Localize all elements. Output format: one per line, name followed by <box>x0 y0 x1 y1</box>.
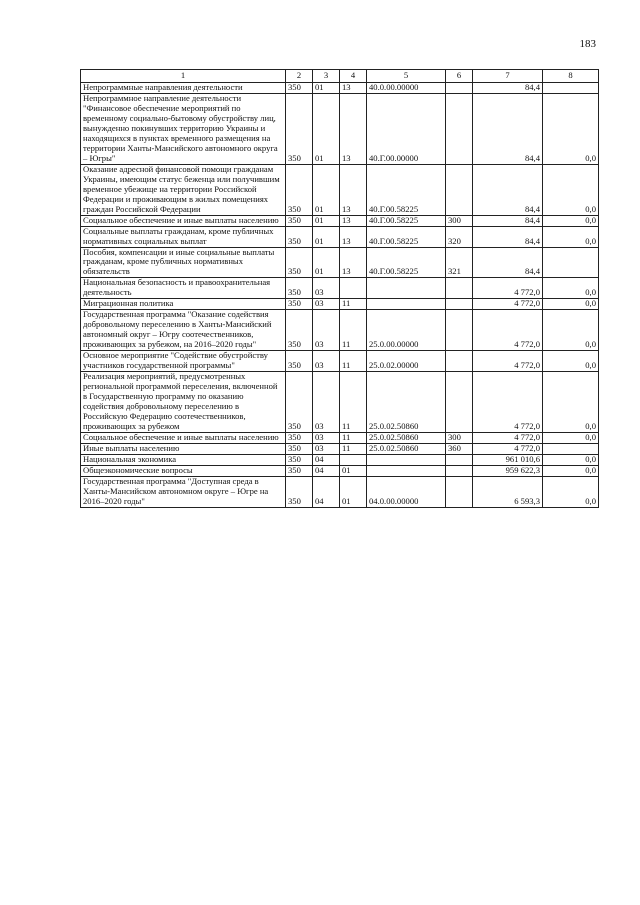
row-subsection: 11 <box>340 432 367 443</box>
row-amount: 84,4 <box>473 83 543 94</box>
row-expense-type <box>446 351 473 372</box>
table-row <box>81 454 599 465</box>
row-name: Миграционная политика <box>81 299 286 310</box>
row-subsection: 11 <box>340 372 367 433</box>
table-row <box>81 432 599 443</box>
row-section: 03 <box>313 310 340 351</box>
row-subsection: 13 <box>340 93 367 164</box>
row-section: 04 <box>313 476 340 507</box>
row-admin-code: 350 <box>286 465 313 476</box>
table-row <box>81 278 599 299</box>
row-amount-2: 0,0 <box>543 310 599 351</box>
row-amount: 4 772,0 <box>473 351 543 372</box>
row-target-article: 40.Г.00.58225 <box>367 247 446 278</box>
row-subsection: 11 <box>340 299 367 310</box>
row-section: 03 <box>313 351 340 372</box>
row-expense-type <box>446 299 473 310</box>
row-section: 03 <box>313 299 340 310</box>
table-row <box>81 226 599 247</box>
row-amount: 4 772,0 <box>473 443 543 454</box>
table-row <box>81 93 599 164</box>
row-section: 01 <box>313 215 340 226</box>
row-expense-type: 300 <box>446 215 473 226</box>
row-subsection: 13 <box>340 247 367 278</box>
row-target-article: 40.Г.00.58225 <box>367 226 446 247</box>
table-row <box>81 164 599 215</box>
row-expense-type: 320 <box>446 226 473 247</box>
row-admin-code: 350 <box>286 454 313 465</box>
row-expense-type: 321 <box>446 247 473 278</box>
row-amount: 4 772,0 <box>473 432 543 443</box>
column-header-2: 2 <box>286 70 313 83</box>
row-section: 04 <box>313 454 340 465</box>
row-expense-type <box>446 310 473 351</box>
table-row <box>81 247 599 278</box>
row-amount-2: 0,0 <box>543 299 599 310</box>
row-expense-type <box>446 278 473 299</box>
row-amount: 84,4 <box>473 164 543 215</box>
row-subsection: 13 <box>340 215 367 226</box>
row-target-article: 25.0.00.00000 <box>367 310 446 351</box>
row-section: 01 <box>313 93 340 164</box>
row-name: Иные выплаты населению <box>81 443 286 454</box>
row-amount-2 <box>543 443 599 454</box>
column-header-8: 8 <box>543 70 599 83</box>
column-header-5: 5 <box>367 70 446 83</box>
row-amount: 84,4 <box>473 93 543 164</box>
row-name: Государственная программа "Доступная среда в Ханты-Мансийском автономном округе – Югре на 2016–2020 годы" <box>81 476 286 507</box>
row-target-article: 40.Г.00.58225 <box>367 215 446 226</box>
row-admin-code: 350 <box>286 83 313 94</box>
row-section: 03 <box>313 443 340 454</box>
row-admin-code: 350 <box>286 476 313 507</box>
row-amount-2 <box>543 83 599 94</box>
row-admin-code: 350 <box>286 164 313 215</box>
row-admin-code: 350 <box>286 351 313 372</box>
row-name: Национальная экономика <box>81 454 286 465</box>
row-amount-2: 0,0 <box>543 278 599 299</box>
table-row <box>81 83 599 94</box>
column-header-7: 7 <box>473 70 543 83</box>
row-expense-type <box>446 454 473 465</box>
row-target-article <box>367 278 446 299</box>
row-amount: 84,4 <box>473 226 543 247</box>
row-expense-type: 360 <box>446 443 473 454</box>
table-body <box>81 83 599 508</box>
row-subsection: 11 <box>340 443 367 454</box>
row-name: Реализация мероприятий, предусмотренных региональной программой переселения, включенной в Государственную программу по оказанию содействия добровольному переселению в Российскую Федерацию соотечественников, проживающих за рубежом <box>81 372 286 433</box>
row-name: Государственная программа "Оказание содействия добровольному переселению в Ханты-Мансийский автономный округ – Югру соотечественников, проживающих за рубежом, на 2016–2020 годы" <box>81 310 286 351</box>
row-name: Непрограммное направление деятельности "Финансовое обеспечение мероприятий по временному социально-бытовому обустройству лиц, вынужденно покинувших территорию Украины и находящихся в пунктах временного размещения на территории Ханты-Мансийского автономного округа – Югры" <box>81 93 286 164</box>
row-target-article <box>367 465 446 476</box>
row-subsection <box>340 278 367 299</box>
table-header-row <box>81 70 599 83</box>
row-name: Основное мероприятие "Содействие обустройству участников государственной программы" <box>81 351 286 372</box>
row-name: Социальное обеспечение и иные выплаты населению <box>81 215 286 226</box>
row-amount-2: 0,0 <box>543 372 599 433</box>
row-section: 03 <box>313 278 340 299</box>
column-header-6: 6 <box>446 70 473 83</box>
row-name: Социальные выплаты гражданам, кроме публичных нормативных социальных выплат <box>81 226 286 247</box>
row-amount-2: 0,0 <box>543 465 599 476</box>
column-header-1: 1 <box>81 70 286 83</box>
row-admin-code: 350 <box>286 278 313 299</box>
row-target-article: 25.0.02.00000 <box>367 351 446 372</box>
row-name: Общеэкономические вопросы <box>81 465 286 476</box>
row-expense-type <box>446 465 473 476</box>
page-number: 183 <box>579 38 596 50</box>
table-row <box>81 215 599 226</box>
column-header-4: 4 <box>340 70 367 83</box>
row-amount-2 <box>543 247 599 278</box>
row-amount-2: 0,0 <box>543 351 599 372</box>
column-header-3: 3 <box>313 70 340 83</box>
row-target-article <box>367 454 446 465</box>
row-amount: 4 772,0 <box>473 278 543 299</box>
row-amount: 4 772,0 <box>473 310 543 351</box>
row-amount-2: 0,0 <box>543 454 599 465</box>
row-subsection: 13 <box>340 83 367 94</box>
row-amount: 961 010,6 <box>473 454 543 465</box>
row-admin-code: 350 <box>286 310 313 351</box>
row-section: 03 <box>313 432 340 443</box>
row-expense-type <box>446 372 473 433</box>
row-amount-2: 0,0 <box>543 215 599 226</box>
row-name: Социальное обеспечение и иные выплаты населению <box>81 432 286 443</box>
row-section: 04 <box>313 465 340 476</box>
row-expense-type <box>446 83 473 94</box>
row-subsection: 01 <box>340 476 367 507</box>
table-row <box>81 465 599 476</box>
row-amount: 4 772,0 <box>473 299 543 310</box>
table-row <box>81 351 599 372</box>
table-row <box>81 310 599 351</box>
row-target-article: 40.Г.00.58225 <box>367 164 446 215</box>
row-amount: 84,4 <box>473 247 543 278</box>
row-amount-2: 0,0 <box>543 476 599 507</box>
table-row <box>81 299 599 310</box>
row-admin-code: 350 <box>286 432 313 443</box>
row-expense-type <box>446 93 473 164</box>
row-name: Непрограммные направления деятельности <box>81 83 286 94</box>
row-section: 01 <box>313 226 340 247</box>
row-subsection: 13 <box>340 226 367 247</box>
row-admin-code: 350 <box>286 372 313 433</box>
row-target-article: 25.0.02.50860 <box>367 443 446 454</box>
row-name: Пособия, компенсации и иные социальные выплаты гражданам, кроме публичных нормативных обязательств <box>81 247 286 278</box>
table-row <box>81 476 599 507</box>
row-name: Национальная безопасность и правоохранительная деятельность <box>81 278 286 299</box>
row-subsection: 01 <box>340 465 367 476</box>
row-section: 01 <box>313 164 340 215</box>
row-target-article: 25.0.02.50860 <box>367 432 446 443</box>
row-amount-2: 0,0 <box>543 93 599 164</box>
row-expense-type <box>446 164 473 215</box>
row-name: Оказание адресной финансовой помощи гражданам Украины, имеющим статус беженца или получившим временное убежище на территории Российской Федерации и проживающим в жилых помещениях граждан Российской Федерации <box>81 164 286 215</box>
row-admin-code: 350 <box>286 215 313 226</box>
row-target-article <box>367 299 446 310</box>
row-subsection <box>340 454 367 465</box>
table-row <box>81 372 599 433</box>
row-admin-code: 350 <box>286 226 313 247</box>
row-amount-2: 0,0 <box>543 164 599 215</box>
row-subsection: 13 <box>340 164 367 215</box>
row-target-article: 40.0.00.00000 <box>367 83 446 94</box>
budget-table <box>80 69 599 508</box>
table-row <box>81 443 599 454</box>
row-amount: 4 772,0 <box>473 372 543 433</box>
row-section: 03 <box>313 372 340 433</box>
row-amount: 959 622,3 <box>473 465 543 476</box>
row-amount-2: 0,0 <box>543 226 599 247</box>
row-amount-2: 0,0 <box>543 432 599 443</box>
row-admin-code: 350 <box>286 443 313 454</box>
row-target-article: 25.0.02.50860 <box>367 372 446 433</box>
row-admin-code: 350 <box>286 299 313 310</box>
row-target-article: 40.Г.00.00000 <box>367 93 446 164</box>
row-target-article: 04.0.00.00000 <box>367 476 446 507</box>
row-section: 01 <box>313 247 340 278</box>
row-section: 01 <box>313 83 340 94</box>
row-subsection: 11 <box>340 310 367 351</box>
row-admin-code: 350 <box>286 93 313 164</box>
row-expense-type: 300 <box>446 432 473 443</box>
row-admin-code: 350 <box>286 247 313 278</box>
row-expense-type <box>446 476 473 507</box>
row-amount: 6 593,3 <box>473 476 543 507</box>
row-subsection: 11 <box>340 351 367 372</box>
row-amount: 84,4 <box>473 215 543 226</box>
